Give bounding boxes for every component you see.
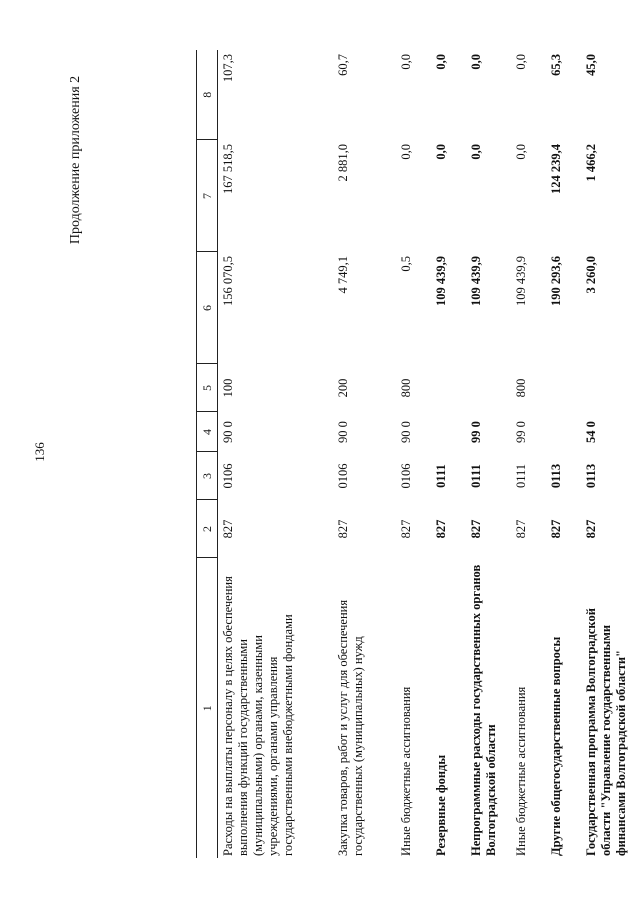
cell-c7: 0,0: [469, 144, 483, 160]
cell-c2: 827: [336, 519, 350, 539]
cell-c3: 0113: [549, 463, 563, 489]
row-name: Другие общегосударственные вопросы: [549, 636, 563, 856]
table-row: [581, 50, 640, 858]
cell-c8: 107,3: [221, 54, 235, 83]
table-row: [466, 50, 511, 858]
cell-c5: 100: [221, 378, 235, 398]
cell-c2: 827: [221, 519, 235, 539]
cell-c5: 800: [514, 378, 528, 398]
row-name: Закупка товаров, работ и услуг для обеспечения государственных (муниципальных) нужд: [336, 599, 365, 856]
cell-c8: 60,7: [336, 54, 350, 76]
cell-c7: 124 239,4: [549, 144, 563, 194]
cell-c3: 0113: [584, 463, 598, 489]
cell-c6: 109 439,9: [434, 256, 448, 306]
cell-c4: 90 0: [336, 421, 350, 443]
table-row: [218, 50, 334, 858]
row-name: Иные бюджетные ассигнования: [399, 686, 413, 856]
cell-c4: 99 0: [469, 421, 483, 443]
column-header: 6: [197, 252, 218, 364]
cell-c4: 90 0: [221, 421, 235, 443]
cell-c3: 0106: [221, 463, 235, 489]
cell-c3: 0111: [514, 463, 528, 489]
column-header: 8: [197, 50, 218, 140]
cell-c2: 827: [469, 519, 483, 539]
cell-c2: 827: [514, 519, 528, 539]
row-name: Непрограммные расходы государственных органов Волгоградской области: [469, 564, 498, 856]
cell-c2: 827: [399, 519, 413, 539]
cell-c7: 0,0: [399, 144, 413, 160]
table-row: [546, 50, 581, 858]
column-header: 7: [197, 140, 218, 252]
cell-c5: [546, 364, 581, 412]
cell-c4: 99 0: [514, 421, 528, 443]
cell-c8: 45,0: [584, 54, 598, 76]
cell-c5: 800: [399, 378, 413, 398]
column-header: 2: [197, 500, 218, 558]
cell-c7: 0,0: [434, 144, 448, 160]
cell-c5: [581, 364, 640, 412]
page-number: 136: [32, 442, 47, 462]
cell-c2: 827: [584, 519, 598, 539]
cell-c7: 0,0: [514, 144, 528, 160]
row-name: Государственная программа Волгоградской области "Управление государственными финансами Волгоградской области": [584, 608, 628, 856]
cell-c3: 0111: [434, 464, 448, 488]
cell-c8: 0,0: [434, 54, 448, 70]
cell-c5: 200: [336, 378, 350, 398]
cell-c4: [546, 412, 581, 452]
table-row: [333, 50, 396, 858]
cell-c5: [431, 364, 466, 412]
cell-c8: 0,0: [514, 54, 528, 70]
cell-c5: [466, 364, 511, 412]
cell-c8: 65,3: [549, 54, 563, 76]
cell-c3: 0106: [336, 463, 350, 489]
table-row: [431, 50, 466, 858]
cell-c6: 4 749,1: [336, 256, 350, 294]
cell-c4: 54 0: [584, 421, 598, 443]
row-name: Резервные фонды: [434, 754, 448, 856]
table-row: [396, 50, 431, 858]
row-name: Иные бюджетные ассигнования: [514, 686, 528, 856]
cell-c7: 167 518,5: [221, 144, 235, 194]
budget-table-container: [196, 50, 640, 858]
column-header: 5: [197, 364, 218, 412]
cell-c3: 0106: [399, 463, 413, 489]
cell-c8: 0,0: [399, 54, 413, 70]
table-header-row: [197, 50, 218, 858]
appendix-caption: Продолжение приложения 2: [68, 75, 83, 245]
cell-c6: 0,5: [399, 256, 413, 272]
cell-c3: 0111: [469, 464, 483, 488]
cell-c6: 109 439,9: [469, 256, 483, 306]
cell-c6: 156 070,5: [221, 256, 235, 306]
column-header: 1: [197, 558, 218, 858]
cell-c6: 3 260,0: [584, 256, 598, 294]
table-row: [511, 50, 546, 858]
cell-c6: 109 439,9: [514, 256, 528, 306]
cell-c2: 827: [549, 519, 563, 539]
cell-c2: 827: [434, 519, 448, 539]
budget-table: [196, 50, 640, 858]
cell-c8: 0,0: [469, 54, 483, 70]
cell-c7: 2 881,0: [336, 144, 350, 182]
cell-c4: 90 0: [399, 421, 413, 443]
row-name: Расходы на выплаты персоналу в целях обеспечения выполнения функций государственными (муниципальными) органами, казенными учреждениями, органами управления государственными внебюджетными фондами: [221, 576, 295, 856]
column-header: 4: [197, 412, 218, 452]
cell-c6: 190 293,6: [549, 256, 563, 306]
cell-c7: 1 466,2: [584, 144, 598, 182]
cell-c4: [431, 412, 466, 452]
column-header: 3: [197, 452, 218, 500]
